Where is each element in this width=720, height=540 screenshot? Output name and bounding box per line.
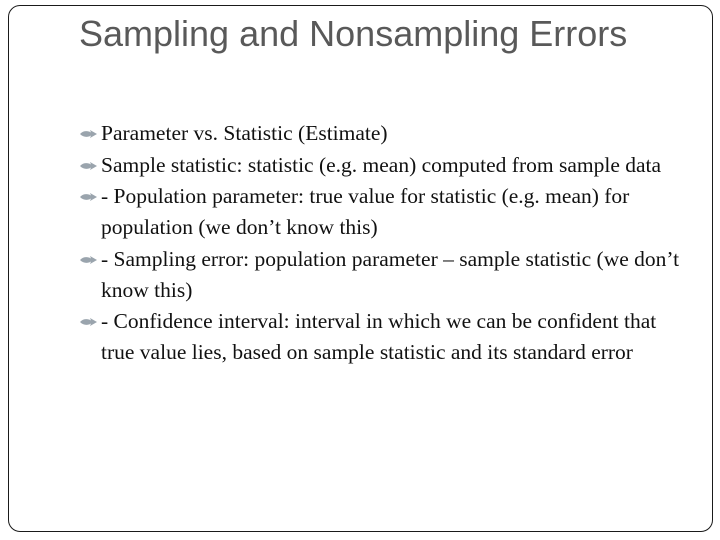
bullet-text: - Population parameter: true value for statistic (e.g. mean) for population (we don’t know this): [101, 184, 630, 239]
bullet-list: [81, 118, 681, 369]
bullet-item: [81, 150, 681, 181]
bullet-text: - Confidence interval: interval in which we can be confident that true value lies, based on sample statistic and its standard error: [101, 309, 657, 364]
bullet-item: [81, 244, 681, 306]
arrow-bullet-icon: [79, 317, 98, 327]
slide-title: Sampling and Nonsampling Errors: [79, 13, 628, 54]
bullet-item: [81, 306, 681, 368]
bullet-text: Parameter vs. Statistic (Estimate): [101, 121, 388, 145]
arrow-bullet-icon: [79, 161, 98, 171]
bullet-item: [81, 118, 681, 149]
bullet-text: Sample statistic: statistic (e.g. mean) computed from sample data: [101, 152, 662, 177]
bullet-text: - Sampling error: population parameter – sample statistic (we don’t know this): [101, 246, 680, 302]
bullet-item: [81, 181, 681, 243]
arrow-bullet-icon: [79, 255, 98, 265]
arrow-bullet-icon: [79, 129, 98, 139]
arrow-bullet-icon: [79, 192, 98, 202]
